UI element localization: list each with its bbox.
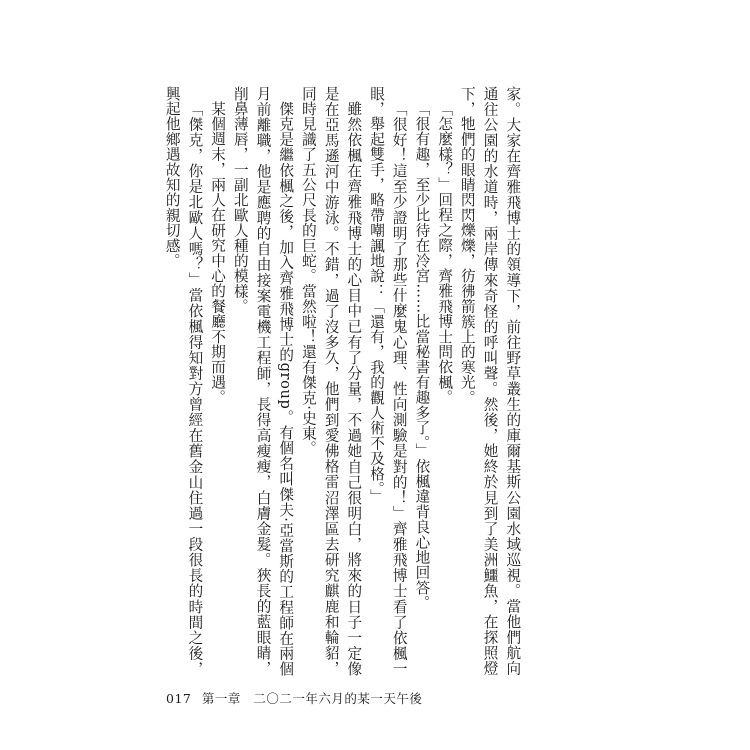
paragraph: 家。大家在齊雅飛博士的領導下，前往野草叢生的庫爾基斯公園水域巡視。當他們航向通往公園的水道時，兩岸傳來奇怪的呼叫聲。然後，她終於見到了美洲鱷魚，在探照燈下，牠們的眼睛閃閃爍爍，彷彿箭簇上的寒光。 <box>458 86 522 676</box>
chapter-label: 第一章 <box>201 691 241 706</box>
chapter-title: 二〇二一年六月的某一天午後 <box>253 691 423 706</box>
paragraph: 雖然依楓在齊雅飛博士的心目中已有了分量，不過她自己很明白，將來的日子一定像是在亞馬遜河中游泳。不錯，過了沒多久，他們到愛佛格雷沼澤區去研究麒鹿和輪貂，同時見識了五公尺長的巨蛇。當然啦！還有傑克‧史東。 <box>299 86 363 676</box>
paragraph: 某個週末，兩人在研究中心的餐廳不期而遇。 <box>209 100 227 405</box>
paragraph: 「怎麼樣？」回程之際，齊雅飛博士問依楓。 <box>436 100 454 405</box>
vertical-text-column <box>160 86 523 676</box>
paragraph: 「很有趣，至少比待在冷宮……比當秘書有趣多了。」依楓違背良心地回答。 <box>413 100 431 611</box>
page-footer <box>166 689 422 707</box>
paragraph: 傑克是繼依楓之後，加入齊雅飛博士的group。有個名叫傑夫‧亞當斯的工程師在兩個月前離職，他是應聘的自由接案電機工程師，長得高瘦瘦，白膚金髮。狹長的藍眼睛，削鼻薄唇，一副北歐人種的模樣。 <box>231 86 295 676</box>
page-number: 017 <box>166 691 192 706</box>
body-text <box>160 86 560 676</box>
paragraph: 「很好！這至少證明了那些什麼鬼心理、性向測驗是對的！」齊雅飛博士看了依楓一眼，舉起雙手，略帶嘲諷地說：「還有，我的觀人術不及格。」 <box>368 86 408 676</box>
paragraph: 「傑克，你是北歐人嗎？」當依楓得知對方曾經在舊金山住過一段很長的時間之後，興起他鄉遇故知的親切感。 <box>163 86 204 676</box>
